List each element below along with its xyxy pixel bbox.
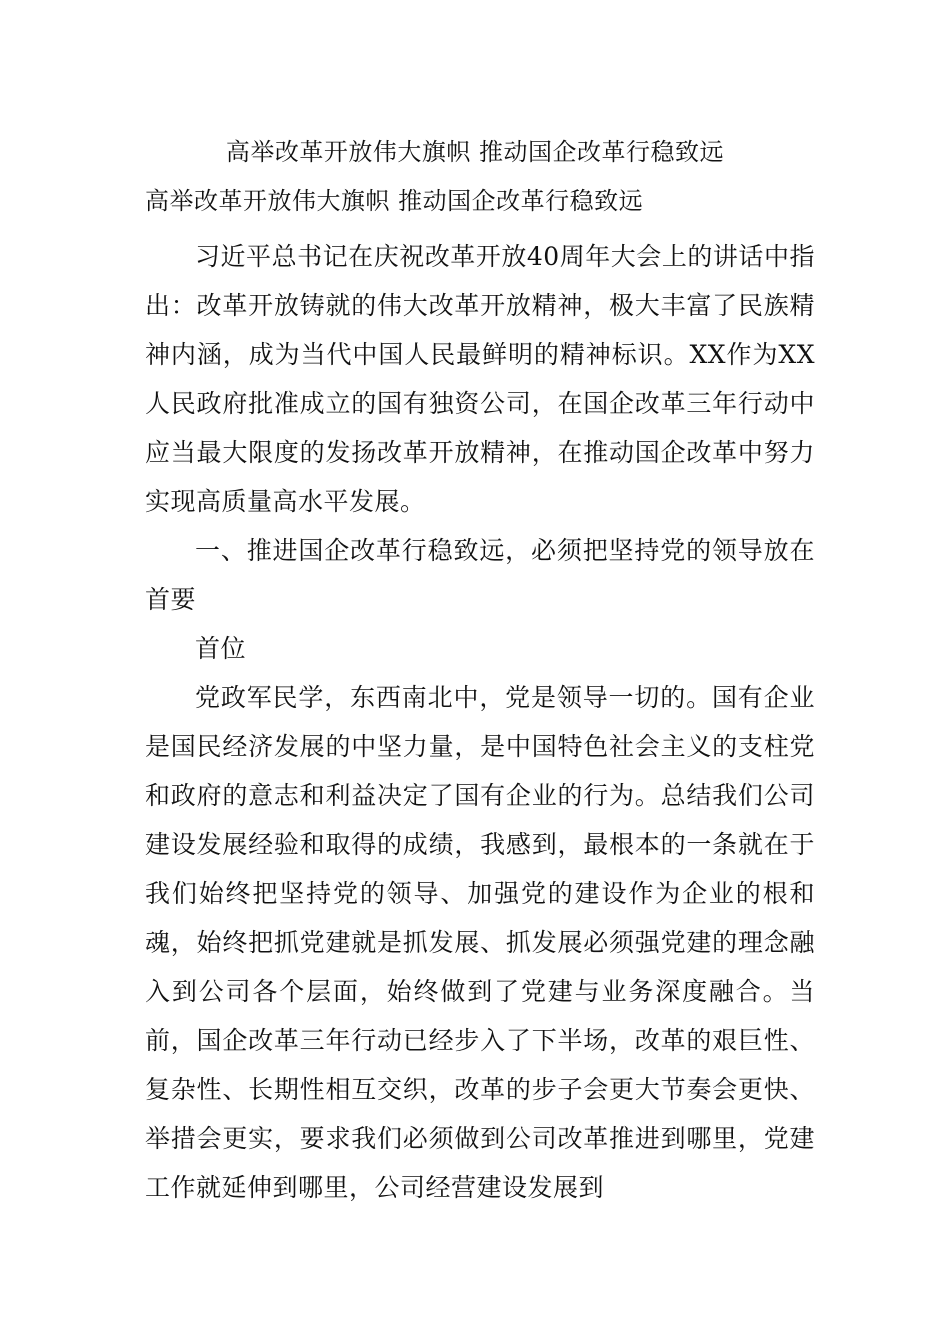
section-heading-1: 一、推进国企改革行稳致远，必须把坚持党的领导放在首要: [145, 536, 815, 614]
document-body: [145, 232, 815, 1212]
document-title: 高举改革开放伟大旗帜 推动国企改革行稳致远: [225, 138, 725, 166]
paragraph-body: 党政军民学，东西南北中，党是领导一切的。国有企业是国民经济发展的中坚力量，是中国特色社会主义的支柱党和政府的意志和利益决定了国有企业的行为。总结我们公司建设发展经验和取得的成绩，我感到，最根本的一条就在于我们始终把坚持党的领导、加强党的建设作为企业的根和魂，始终把抓党建就是抓发展、抓发展必须强党建的理念融入到公司各个层面，始终做到了党建与业务深度融合。当前，国企改革三年行动已经步入了下半场，改革的艰巨性、复杂性、长期性相互交织，改革的步子会更大节奏会更快、举措会更实，要求我们必须做到公司改革推进到哪里，党建工作就延伸到哪里，公司经营建设发展到: [145, 683, 815, 1202]
document-subtitle: 高举改革开放伟大旗帜 推动国企改革行稳致远: [145, 187, 644, 215]
paragraph-intro: 习近平总书记在庆祝改革开放40周年大会上的讲话中指出：改革开放铸就的伟大改革开放精神，极大丰富了民族精神内涵，成为当代中国人民最鲜明的精神标识。XX作为XX人民政府批准成立的国有独资公司，在国企改革三年行动中应当最大限度的发扬改革开放精神，在推动国企改革中努力实现高质量高水平发展。: [145, 242, 815, 516]
section-heading-1-continued: 首位: [195, 634, 247, 663]
